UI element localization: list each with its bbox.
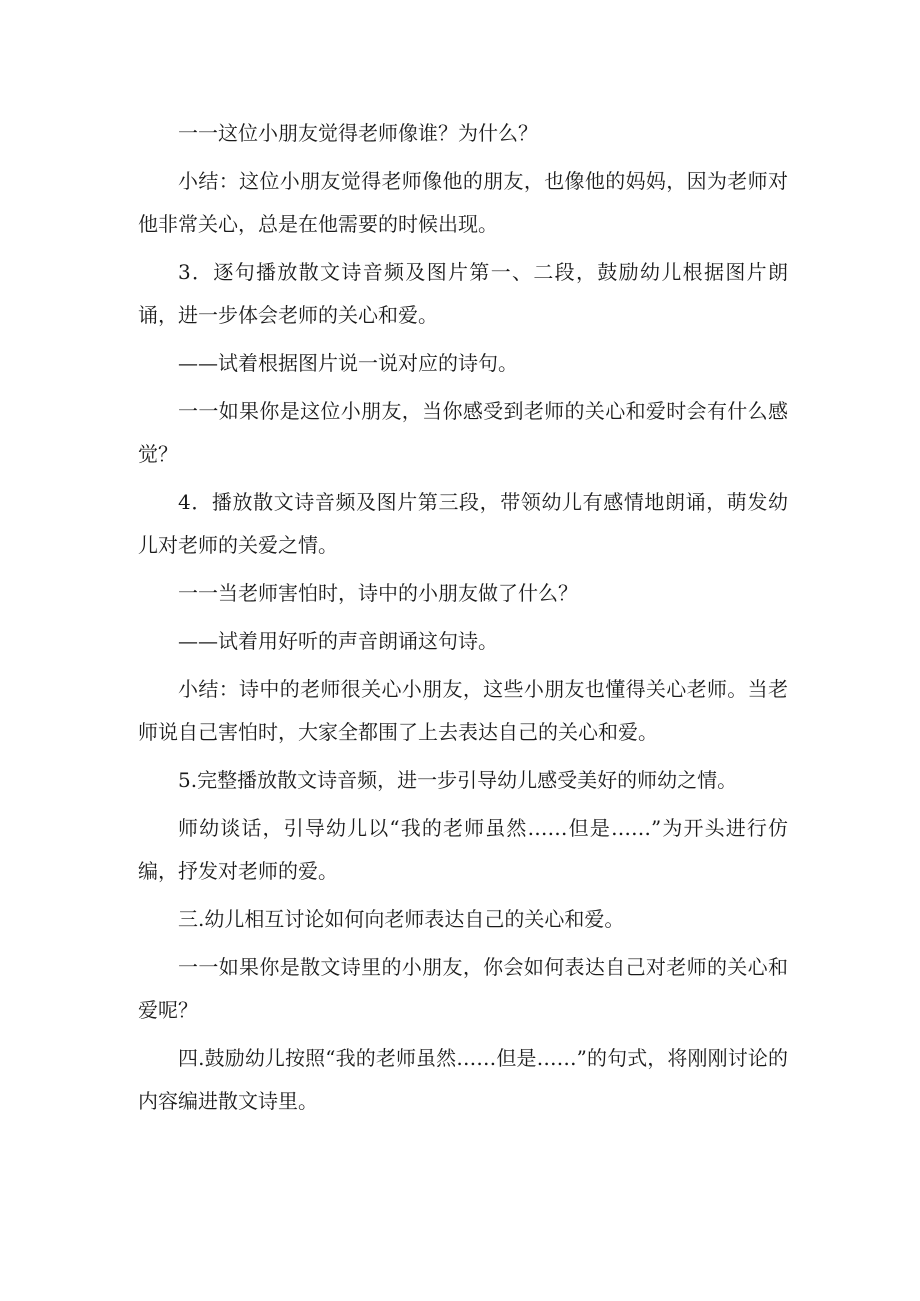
paragraph-summary-1: 小结：这位小朋友觉得老师像他的朋友，也像他的妈妈，因为老师对他非常关心，总是在他需要的时候出现。 <box>138 169 788 236</box>
paragraph-question-feeling: 一一如果你是这位小朋友，当你感受到老师的关心和爱时会有什么感觉？ <box>138 399 788 466</box>
paragraph-question-express-care: 一一如果你是散文诗里的小朋友，你会如何表达自己对老师的关心和爱呢？ <box>138 955 788 1022</box>
paragraph-teacher-child-talk: 师幼谈话，引导幼儿以“我的老师虽然……但是……”为开头进行仿编，抒发对老师的爱。 <box>138 816 788 883</box>
paragraph-try-recite-lines: ——试着根据图片说一说对应的诗句。 <box>178 351 518 375</box>
paragraph-section-3: 三.幼儿相互讨论如何向老师表达自己的关心和爱。 <box>178 907 625 931</box>
paragraph-question-teacher-afraid: 一一当老师害怕时，诗中的小朋友做了什么？ <box>178 581 578 605</box>
paragraph-step-3: 3．逐句播放散文诗音频及图片第一、二段，鼓励幼儿根据图片朗诵，进一步体会老师的关心和爱。 <box>138 260 788 327</box>
paragraph-step-5: 5.完整播放散文诗音频，进一步引导幼儿感受美好的师幼之情。 <box>178 768 738 792</box>
paragraph-step-4: 4．播放散文诗音频及图片第三段，带领幼儿有感情地朗诵，萌发幼儿对老师的关爱之情。 <box>138 490 788 557</box>
paragraph-question-teacher-like: 一一这位小朋友觉得老师像谁？为什么？ <box>178 121 538 145</box>
paragraph-section-4: 四.鼓励幼儿按照“我的老师虽然……但是……”的句式，将刚刚讨论的内容编进散文诗里。 <box>138 1046 788 1113</box>
document-body <box>138 112 788 1128</box>
paragraph-summary-2: 小结：诗中的老师很关心小朋友，这些小朋友也懂得关心老师。当老师说自己害怕时，大家全都围了上去表达自己的关心和爱。 <box>138 677 788 744</box>
paragraph-try-nice-voice: ——试着用好听的声音朗诵这句诗。 <box>178 629 498 653</box>
